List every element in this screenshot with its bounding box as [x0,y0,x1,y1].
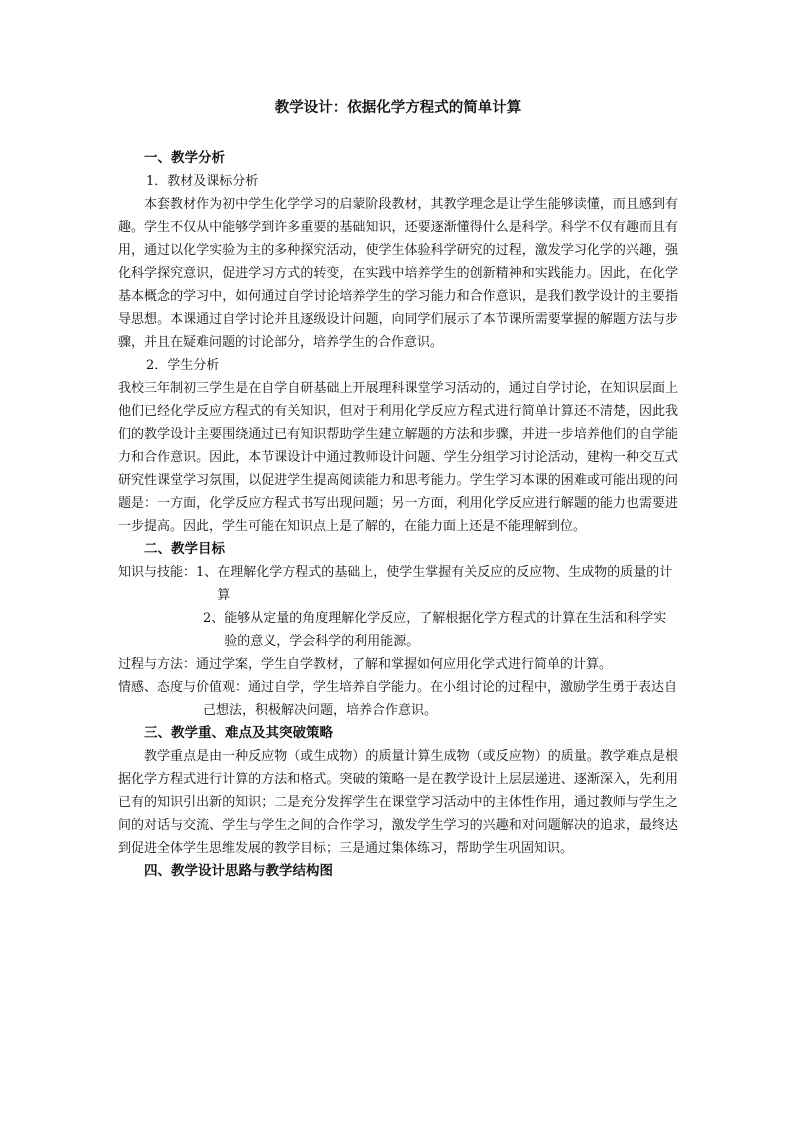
goal-process-method: 过程与方法：通过学案，学生自学教材，了解和掌握如何应用化学式进行简单的计算。 [118,657,613,672]
paragraph-student-analysis: 我校三年制初三学生是在自学自研基础上开展理科课堂学习活动的，通过自学讨论，在知识层面上他们已经化学反应方程式的有关知识，但对于利用化学反应方程式进行简单计算还不清楚，因此我们的教学设计主要围绕通过已有知识帮助学生建立解题的方法和步骤，并进一步培养他们的自学能力和合作意识。因此，本节课设计中通过教师设计问题、学生分组学习讨论活动，建构一种交互式研究性课堂学习氛围，以促进学生提高阅读能力和思考能力。学生学习本课的困难或可能出现的问题是：一方面，化学反应方程式书写出现问题；另一方面，利用化学反应进行解题的能力也需要进一步提高。因此，学生可能在知识点上是了解的，在能力面上还是不能理解到位。 [118,381,678,534]
goal-item-1-number: 1、 [196,565,218,580]
document-title: 教学设计：依据化学方程式的简单计算 [274,99,522,116]
goal-item-2-text: 能够从定量的角度理解化学反应，了解根据化学方程式的计算在生活和科学实验的意义，学会科学的利用能源。 [224,611,667,649]
subheading-students: 2．学生分析 [146,358,220,373]
goal-knowledge-items [196,561,678,607]
section-heading-goals: 二、教学目标 [144,541,225,557]
goal-knowledge-items-2 [203,607,678,653]
section-heading-design-structure: 四、教学设计思路与教学结构图 [144,863,333,879]
section-heading-analysis: 一、教学分析 [144,150,225,166]
goal-knowledge-skills [118,561,678,607]
goal-item-2 [203,607,678,653]
goal-knowledge-skills-2 [118,607,678,653]
goal-item-1-text: 在理解化学方程式的基础上，使学生掌握有关反应的反应物、生成物的质量的计算 [217,565,673,603]
subheading-textbook: 1．教材及课标分析 [146,174,259,189]
document-page [118,0,678,883]
goal-item-2-number: 2、 [203,611,225,626]
paragraph-key-points: 教学重点是由一种反应物（或生成物）的质量计算生成物（或反应物）的质量。教学难点是根据化学方程式进行计算的方法和格式。突破的策略一是在教学设计上层层递进、逐渐深入，先利用已有的知识引出新的知识；二是充分发挥学生在课堂学习活动中的主体性作用，通过教师与学生之间的对话与交流、学生与学生之间的合作学习，激发学生学习的兴趣和对问题解决的追求，最终达到促进全体学生思维发展的教学目标；三是通过集体练习，帮助学生巩固知识。 [118,749,678,856]
goal-emotion-values: 情感、态度与价值观：通过自学，学生培养自学能力。在小组讨论的过程中，激励学生勇于表达自己想法，积极解决问题，培养合作意识。 [118,680,678,718]
goal-knowledge-label: 知识与技能： [118,565,197,580]
section-heading-key-points: 三、教学重、难点及其突破策略 [144,725,333,741]
paragraph-textbook-analysis: 本套教材作为初中学生化学学习的启蒙阶段教材，其教学理念是让学生能够读懂，而且感到有趣。学生不仅从中能够学到许多重要的基础知识，还要逐渐懂得什么是科学。科学不仅有趣而且有用，通过以化学实验为主的多种探究活动，使学生体验科学研究的过程，激发学习化学的兴趣，强化科学探究意识，促进学习方式的转变，在实践中培养学生的创新精神和实践能力。因此，在化学基本概念的学习中，如何通过自学讨论培养学生的学习能力和合作意识，是我们教学设计的主要指导思想。本课通过自学讨论并且逐级设计问题，向同学们展示了本节课所需要掌握的解题方法与步骤，并且在疑难问题的讨论部分，培养学生的合作意识。 [118,197,678,350]
goal-item-1 [196,561,678,607]
